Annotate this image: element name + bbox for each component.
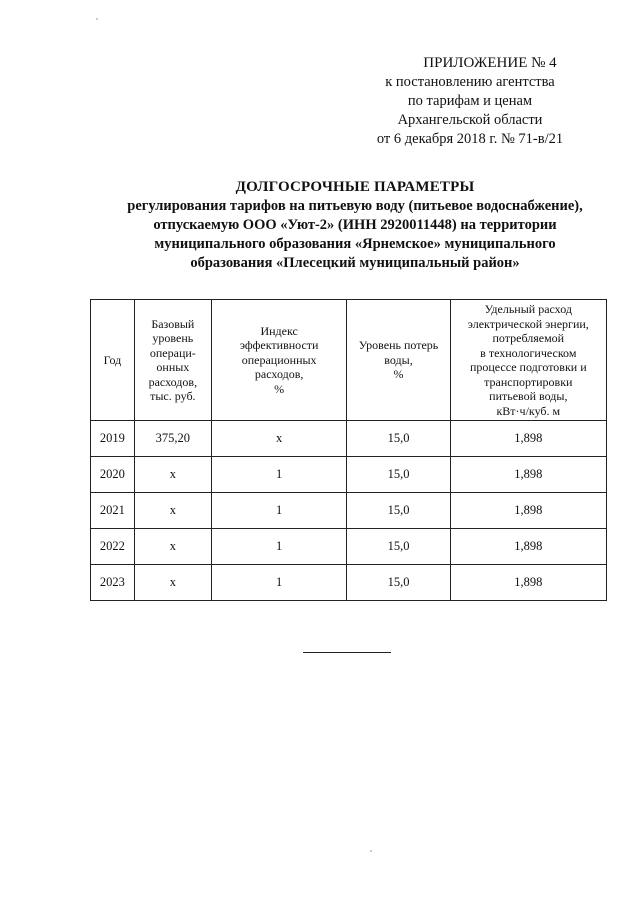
header-line: %: [274, 381, 285, 396]
appendix-line: по тарифам и ценам: [407, 93, 533, 109]
cell-efficiency-index: 1: [211, 493, 347, 529]
cell-efficiency-index: 1: [211, 565, 347, 601]
cell-year: 2019: [91, 421, 135, 457]
cell-base-expenses: x: [134, 529, 211, 565]
header-line: %: [393, 367, 404, 382]
cell-base-expenses: x: [134, 457, 211, 493]
cell-efficiency-index: 1: [211, 457, 347, 493]
table-header-row: [91, 300, 607, 421]
scan-speck: [96, 18, 98, 20]
header-line: расходов,: [254, 367, 304, 382]
appendix-block: [330, 54, 610, 149]
header-line: уровень: [152, 331, 194, 345]
header-year-label: Год: [103, 352, 122, 367]
header-energy-consumption: [450, 300, 606, 421]
cell-water-loss: 15,0: [347, 457, 450, 493]
header-line: расходов,: [148, 374, 198, 389]
cell-efficiency-index: 1: [211, 529, 347, 565]
table-row: [91, 457, 607, 493]
cell-efficiency-index: x: [211, 421, 347, 457]
cell-energy-consumption: 1,898: [450, 529, 606, 565]
appendix-number: ПРИЛОЖЕНИЕ № 4: [423, 55, 557, 71]
header-line: воды,: [384, 352, 413, 367]
cell-water-loss: 15,0: [347, 529, 450, 565]
table-row: [91, 529, 607, 565]
header-line: Индекс: [260, 323, 298, 338]
table-row: [91, 421, 607, 457]
header-line: питьевой воды,: [489, 389, 568, 403]
title-line: отпускаемую ООО «Уют-2» (ИНН 2920011448) на территории: [153, 217, 557, 233]
appendix-line: к постановлению агентства: [385, 74, 555, 90]
cell-base-expenses: x: [134, 565, 211, 601]
header-line: в технологическом: [480, 345, 577, 360]
cell-energy-consumption: 1,898: [450, 493, 606, 529]
header-line: эффективности: [239, 338, 319, 353]
header-line: потребляемой: [492, 331, 565, 345]
header-line: Удельный расход: [484, 302, 572, 316]
document-title-block: [90, 178, 620, 273]
header-line: Уровень потерь: [358, 338, 439, 353]
cell-energy-consumption: 1,898: [450, 457, 606, 493]
cell-water-loss: 15,0: [347, 565, 450, 601]
cell-base-expenses: 375,20: [134, 421, 211, 457]
header-line: тыс. руб.: [150, 389, 196, 403]
header-efficiency-index: [211, 300, 347, 421]
header-line: операци-: [149, 345, 196, 360]
parameters-table: [90, 299, 607, 601]
cell-energy-consumption: 1,898: [450, 565, 606, 601]
header-year: [91, 300, 135, 421]
header-line: кВт·ч/куб. м: [496, 403, 561, 418]
cell-year: 2020: [91, 457, 135, 493]
header-base-expenses: [134, 300, 211, 421]
title-line: муниципального образования «Ярнемское» муниципального: [154, 236, 556, 252]
appendix-date-line: от 6 декабря 2018 г. № 71-в/21: [376, 131, 564, 147]
cell-year: 2021: [91, 493, 135, 529]
header-line: транспортировки: [484, 374, 573, 389]
scan-speck: [370, 850, 372, 852]
cell-water-loss: 15,0: [347, 421, 450, 457]
cell-year: 2023: [91, 565, 135, 601]
table-row: [91, 565, 607, 601]
cell-base-expenses: x: [134, 493, 211, 529]
document-heading: ДОЛГОСРОЧНЫЕ ПАРАМЕТРЫ: [235, 179, 475, 195]
table-row: [91, 493, 607, 529]
title-line: образования «Плесецкий муниципальный район»: [190, 255, 520, 271]
cell-energy-consumption: 1,898: [450, 421, 606, 457]
appendix-line: Архангельской области: [397, 112, 543, 128]
header-line: процессе подготовки и: [469, 360, 587, 374]
separator-line: [303, 652, 391, 653]
title-line: регулирования тарифов на питьевую воду (питьевое водоснабжение),: [127, 198, 583, 214]
header-line: операционных: [241, 352, 317, 367]
header-line: Базовый: [151, 316, 195, 331]
cell-year: 2022: [91, 529, 135, 565]
header-water-loss: [347, 300, 450, 421]
header-line: онных: [156, 360, 190, 374]
cell-water-loss: 15,0: [347, 493, 450, 529]
header-line: электрической энергии,: [467, 316, 589, 331]
